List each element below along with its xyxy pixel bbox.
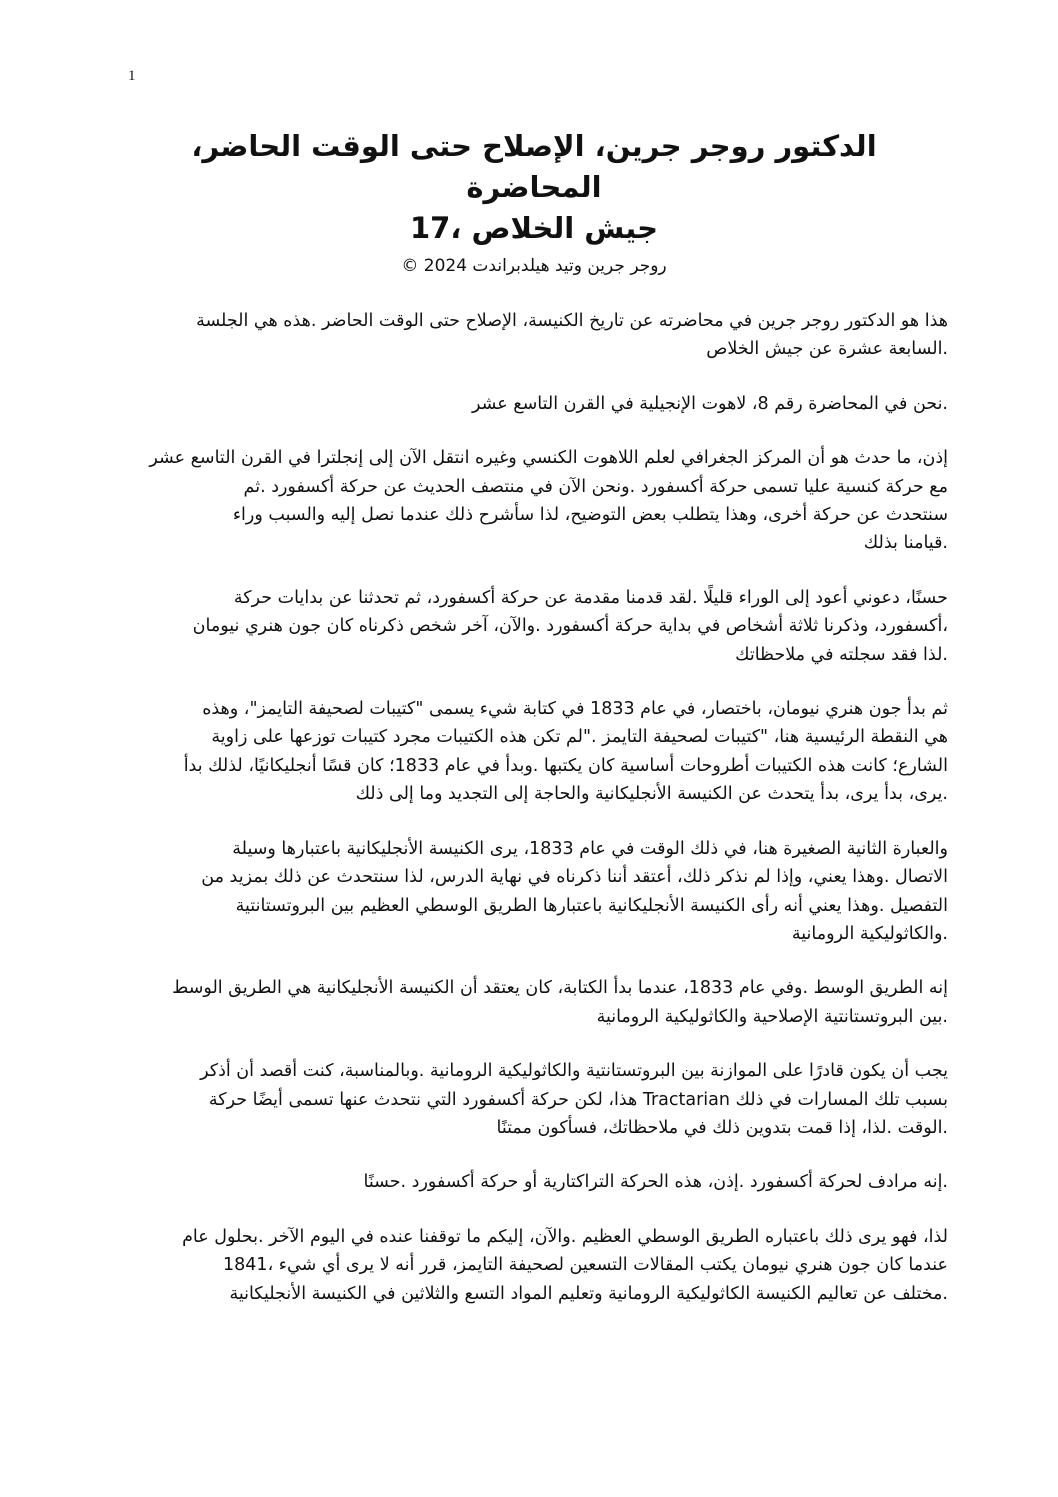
text-line: الاتصال .وهذا يعني، وإذا لم نذكر ذلك، أعتقد أننا ذكرناه في نهاية الدرس، لذا سنتحدث عن ذلك بمزيد من: [201, 867, 948, 888]
text-line: حسنًا، دعوني أعود إلى الوراء قليلًا .لقد قدمنا مقدمة عن حركة أكسفورد، ثم تحدثنا عن بدايات حركة: [233, 587, 948, 608]
paragraph: [120, 444, 948, 558]
text-line: .السابعة عشرة عن جيش الخلاص: [706, 339, 948, 360]
text-line: .إنه مرادف لحركة أكسفورد .إذن، هذه الحركة التراكتارية أو حركة أكسفورد .حسنًا: [363, 1172, 948, 1193]
page-number: 1: [128, 68, 136, 84]
paragraph: [120, 1057, 948, 1142]
paragraph: [120, 584, 948, 669]
text-line: إنه الطريق الوسط .وفي عام 1833، عندما بدأ الكتابة، كان يعتقد أن الكنيسة الأنجليكانية هي الطريق الوسط: [172, 978, 948, 999]
text-line: .قيامنا بذلك: [863, 533, 948, 554]
paragraph: [120, 835, 948, 949]
paragraph: [120, 390, 948, 418]
text-line: .نحن في المحاضرة رقم 8، لاهوت الإنجيلية في القرن التاسع عشر: [472, 393, 948, 414]
text-line: .يرى، بدأ يرى، بدأ يتحدث عن الكنيسة الأنجليكانية والحاجة إلى التجديد وما إلى ذلك: [355, 784, 948, 805]
text-line: .والكاثوليكية الرومانية: [791, 923, 948, 944]
text-line: بسبب تلك المسارات في ذلك Tractarian هذا، لكن حركة أكسفورد التي نتحدث عنها تسمى أيضًا حركة: [208, 1089, 948, 1110]
text-line: إذن، ما حدث هو أن المركز الجغرافي لعلم اللاهوت الكنسي وغيره انتقل الآن إلى إنجلترا في القرن التاسع عشر: [149, 448, 948, 469]
title-line: الدكتور روجر جرين، الإصلاح حتى الوقت الحاضر، المحاضرة: [191, 129, 877, 204]
text-line: مع حركة كنسية عليا تسمى حركة أكسفورد .ونحن الآن في منتصف الحديث عن حركة أكسفورد .ثم: [243, 476, 948, 497]
text-line: .الوقت .لذا، إذا قمت بتدوين ذلك في ملاحظاتك، فسأكون ممتنًا: [496, 1117, 948, 1138]
text-line: يجب أن يكون قادرًا على الموازنة بين البروتستانتية والكاثوليكية الرومانية .وبالمناسبة، كنت أقصد أن أذكر: [200, 1061, 948, 1082]
document-body: [120, 307, 948, 1308]
text-line: هذا هو الدكتور روجر جرين في محاضرته عن تاريخ الكنيسة، الإصلاح حتى الوقت الحاضر .هذه هي الجلسة: [196, 311, 948, 331]
paragraph: [120, 1168, 948, 1196]
text-line: هي النقطة الرئيسية هنا، "كتيبات لصحيفة التايمز ."لم تكن هذه الكتيبات مجرد كتيبات توزعها على زاوية: [211, 727, 948, 748]
text-line: .مختلف عن تعاليم الكنيسة الكاثوليكية الرومانية وتعليم المواد التسع والثلاثين في الكنيسة الأنجليكانية: [229, 1283, 948, 1304]
text-line: سنتحدث عن حركة أخرى، وهذا يتطلب بعض التوضيح، لذا سأشرح ذلك عندما نصل إليه والسبب وراء: [232, 505, 948, 526]
paragraph: [120, 1223, 948, 1308]
text-line: ،أكسفورد، وذكرنا ثلاثة أشخاص في بداية حركة أكسفورد .والآن، آخر شخص ذكرناه كان جون هنري نيومان: [192, 616, 948, 637]
copyright-line: روجر جرين وتيد هيلدبراندت 2024 ©: [401, 256, 667, 276]
paragraph: [120, 307, 948, 364]
paragraph: [120, 695, 948, 809]
text-line: لذا، فهو يرى ذلك باعتباره الطريق الوسطي العظيم .والآن، إليكم ما توقفنا عنده في اليوم الآخر .بحلول عام: [182, 1226, 948, 1247]
text-line: .بين البروتستانتية الإصلاحية والكاثوليكية الرومانية: [596, 1006, 948, 1027]
text-line: ثم بدأ جون هنري نيومان، باختصار، في عام 1833 في كتابة شيء يسمى "كتيبات لصحيفة التايمز"، وهذه: [202, 699, 948, 720]
text-line: والعبارة الثانية الصغيرة هنا، في ذلك الوقت في عام 1833، يرى الكنيسة الأنجليكانية باعتبارها وسيلة: [232, 838, 948, 859]
text-line: عندما كان جون هنري نيومان يكتب المقالات التسعين لصحيفة التايمز، قرر أنه لا يرى أي شيء ،1841: [223, 1255, 948, 1276]
paragraph: [120, 974, 948, 1031]
text-line: .لذا فقد سجلته في ملاحظاتك: [735, 644, 948, 665]
text-line: الشارع؛ كانت هذه الكتيبات أطروحات أساسية كان يكتبها .وبدأ في عام 1833؛ كان قسًا أنجليكانيًا، لذلك بدأ: [183, 755, 948, 776]
document-title: [120, 126, 948, 249]
text-line: التفصيل .وهذا يعني أنه رأى الكنيسة الأنجليكانية باعتبارها الطريق الوسطي العظيم بين البروتستانتية: [235, 895, 948, 916]
title-line: جيش الخلاص ،17: [409, 211, 659, 245]
